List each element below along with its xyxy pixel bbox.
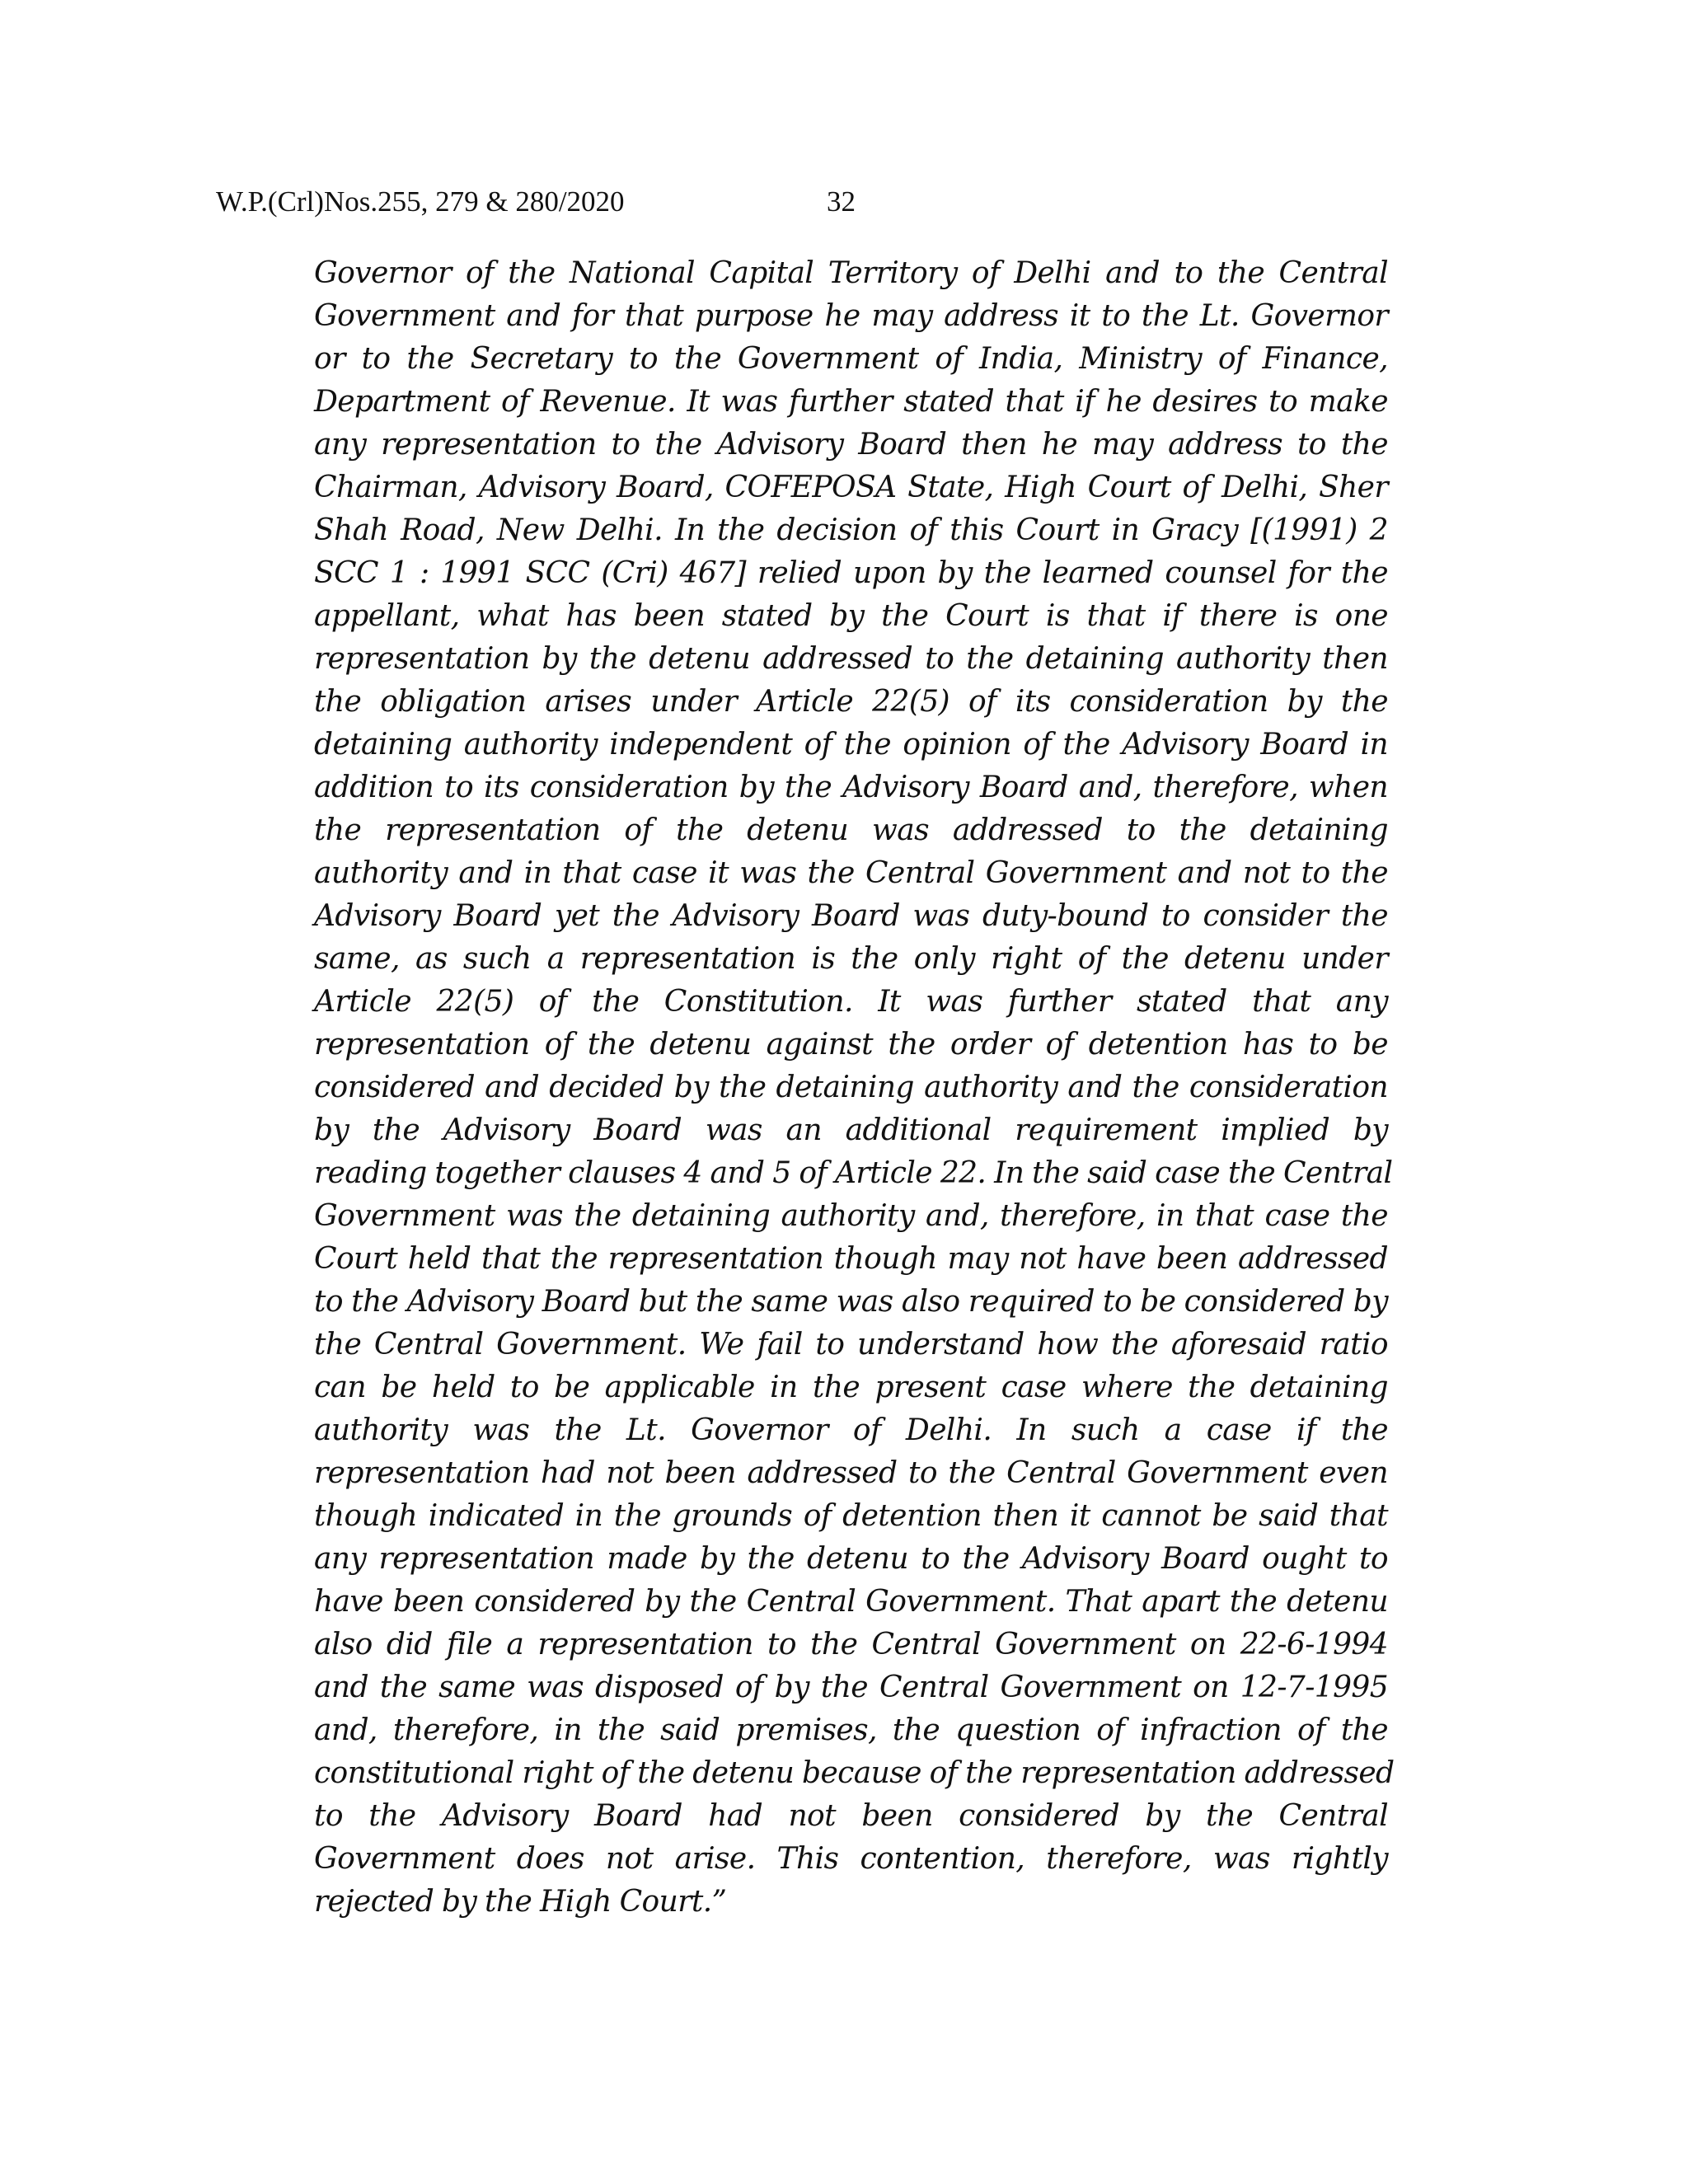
quote-line: Article 22(5) of the Constitution. It was further stated that any (314, 985, 1388, 1019)
quote-line: Government and for that purpose he may address it to the Lt. Governor (314, 299, 1388, 333)
page-number: 32 (827, 185, 856, 218)
quote-line: by the Advisory Board was an additional requirement implied by (314, 1113, 1388, 1147)
quote-line: to the Advisory Board had not been considered by the Central (314, 1799, 1388, 1833)
quote-line: the representation of the detenu was addressed to the detaining (314, 813, 1388, 847)
quote-line: and the same was disposed of by the Central Government on 12-7-1995 (314, 1671, 1388, 1704)
quote-line: detaining authority independent of the opinion of the Advisory Board in (314, 728, 1388, 762)
quoted-judgment-text (314, 252, 1395, 1924)
quote-line: SCC 1 : 1991 SCC (Cri) 467] relied upon by the learned counsel for the (314, 556, 1388, 590)
quote-line: Court held that the representation though may not have been addressed (314, 1242, 1388, 1276)
quote-line: though indicated in the grounds of detention then it cannot be said that (314, 1499, 1388, 1533)
quote-line: addition to its consideration by the Advisory Board and, therefore, when (314, 771, 1388, 804)
quote-line: representation of the detenu against the order of detention has to be (314, 1028, 1388, 1062)
quote-line: Government was the detaining authority and, therefore, in that case the (314, 1199, 1388, 1233)
quote-line: representation by the detenu addressed to the detaining authority then (314, 642, 1388, 676)
quote-line: and, therefore, in the said premises, the question of infraction of the (314, 1713, 1388, 1747)
quote-line: to the Advisory Board but the same was also required to be considered by (314, 1285, 1388, 1319)
quote-line: also did file a representation to the Central Government on 22-6-1994 (314, 1628, 1388, 1661)
quote-line: authority was the Lt. Governor of Delhi. In such a case if the (314, 1413, 1388, 1447)
quote-line: rejected by the High Court.” (314, 1885, 727, 1919)
quote-line: Government does not arise. This contention, therefore, was rightly (314, 1842, 1388, 1876)
quote-line: the Central Government. We fail to understand how the aforesaid ratio (314, 1328, 1388, 1361)
case-number-header: W.P.(Crl)Nos.255, 279 & 280/2020 (216, 185, 625, 218)
quote-line: Shah Road, New Delhi. In the decision of this Court in Gracy [(1991) 2 (314, 513, 1388, 547)
quote-line: representation had not been addressed to the Central Government even (314, 1456, 1388, 1490)
quote-line: have been considered by the Central Government. That apart the detenu (314, 1585, 1388, 1619)
quote-line: or to the Secretary to the Government of India, Ministry of Finance, (314, 342, 1388, 376)
quote-line: the obligation arises under Article 22(5) of its consideration by the (314, 685, 1388, 719)
quote-line: appellant, what has been stated by the Court is that if there is one (314, 599, 1388, 633)
quote-line: constitutional right of the detenu because of the representation addressed (314, 1756, 1395, 1790)
quote-line: any representation made by the detenu to the Advisory Board ought to (314, 1542, 1388, 1576)
quote-line: considered and decided by the detaining authority and the consideration (314, 1071, 1388, 1104)
quote-line: authority and in that case it was the Central Government and not to the (314, 856, 1388, 890)
quote-line: Governor of the National Capital Territory of Delhi and to the Central (314, 256, 1388, 290)
quote-line: any representation to the Advisory Board then he may address to the (314, 428, 1388, 462)
quote-line: reading together clauses 4 and 5 of Article 22. In the said case the Central (314, 1156, 1393, 1190)
quote-line: Chairman, Advisory Board, COFEPOSA State, High Court of Delhi, Sher (314, 471, 1388, 504)
quote-line: Advisory Board yet the Advisory Board was duty-bound to consider the (314, 899, 1388, 933)
quote-line: can be held to be applicable in the present case where the detaining (314, 1371, 1388, 1404)
quote-line: Department of Revenue. It was further stated that if he desires to make (314, 385, 1388, 419)
quote-line: same, as such a representation is the only right of the detenu under (314, 942, 1388, 976)
